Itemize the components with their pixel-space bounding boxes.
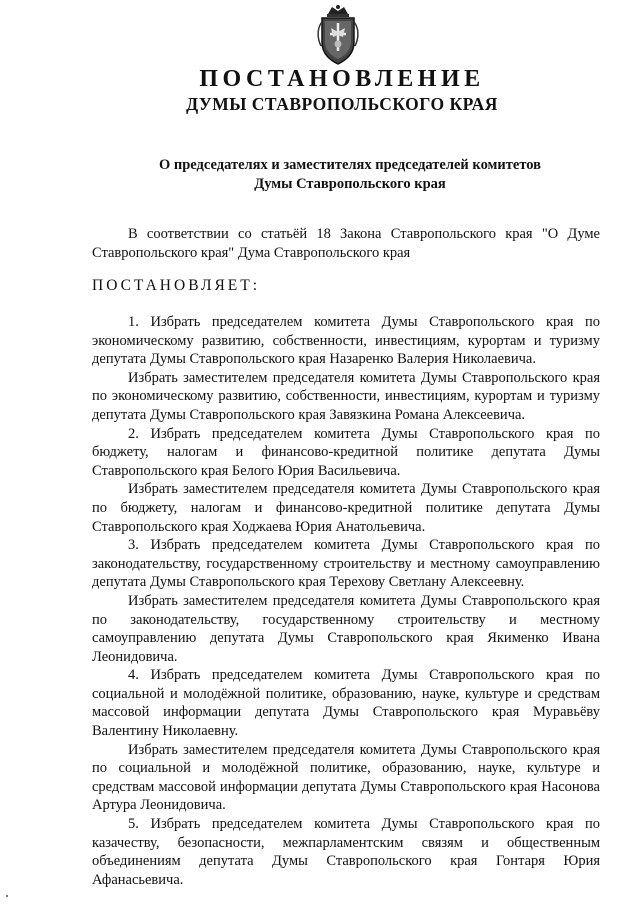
paragraph-2-deputy: Избрать заместителем председателя комитета Думы Ставропольского края по бюджету, налогам и финансово-кредитной политике депутата Думы Ставропольского края Ходжаева Юрия Анатольевича. xyxy=(92,481,600,535)
paragraph-3-deputy: Избрать заместителем председателя комитета Думы Ставропольского края по законодательству, государственному строительству и местному самоуправлению депутата Думы Ставропольского края Якименко Ивана Леонидовича. xyxy=(92,592,600,665)
subject-line-1: О председателях и заместителях председателей комитетов xyxy=(158,157,541,173)
document-subject xyxy=(130,156,570,194)
document-issuer: ДУМЫ СТАВРОПОЛЬСКОГО КРАЯ xyxy=(186,94,498,114)
resolution-items xyxy=(92,313,600,889)
document-title: ПОСТАНОВЛЕНИЕ xyxy=(199,66,485,92)
scan-speck xyxy=(6,895,8,897)
preamble xyxy=(92,225,600,262)
resolves-heading: ПОСТАНОВЛЯЕТ: xyxy=(92,277,261,294)
paragraph-2-chair: 2. Избрать председателем комитета Думы Ставропольского края по бюджету, налогам и финансово-кредитной политике депутата Думы Ставропольского края Белого Юрия Васильевича. xyxy=(92,425,600,479)
paragraph-1-deputy: Избрать заместителем председателя комитета Думы Ставропольского края по экономическому развитию, собственности, инвестициям, курортам и туризму депутата Думы Ставропольского края Завязкина Романа Алексеевича. xyxy=(92,369,600,423)
coat-of-arms-icon xyxy=(314,4,362,66)
paragraph-4-deputy: Избрать заместителем председателя комитета Думы Ставропольского края по социальной и молодёжной политике, образованию, науке, культуре и средствам массовой информации депутата Думы Ставропольского края Насонова Артура Леонидовича. xyxy=(92,741,600,814)
paragraph-4-chair: 4. Избрать председателем комитета Думы Ставропольского края по социальной и молодёжной политике, образованию, науке, культуре и средствам массовой информации депутата Думы Ставропольского края Муравьёву Валентину Николаевну. xyxy=(92,667,600,740)
paragraph-1-chair: 1. Избрать председателем комитета Думы Ставропольского края по экономическому развитию, собственности, инвестициям, курортам и туризму депутата Думы Ставропольского края Назаренко Валерия Николаевича. xyxy=(92,314,600,368)
preamble-text: В соответствии со статьёй 18 Закона Ставропольского края "О Думе Ставропольского края" Дума Ставропольского края xyxy=(92,226,600,261)
paragraph-3-chair: 3. Избрать председателем комитета Думы Ставропольского края по законодательству, государственному строительству и местному самоуправлению депутата Думы Ставропольского края Терехову Светлану Алексеевну. xyxy=(92,537,600,591)
subject-line-2: Думы Ставропольского края xyxy=(254,176,446,192)
paragraph-5-chair: 5. Избрать председателем комитета Думы Ставропольского края по казачеству, безопасности, межпарламентским связям и общественным объединениям депутата Думы Ставропольского края Гонтаря Юрия Афанасьевича. xyxy=(92,816,600,888)
